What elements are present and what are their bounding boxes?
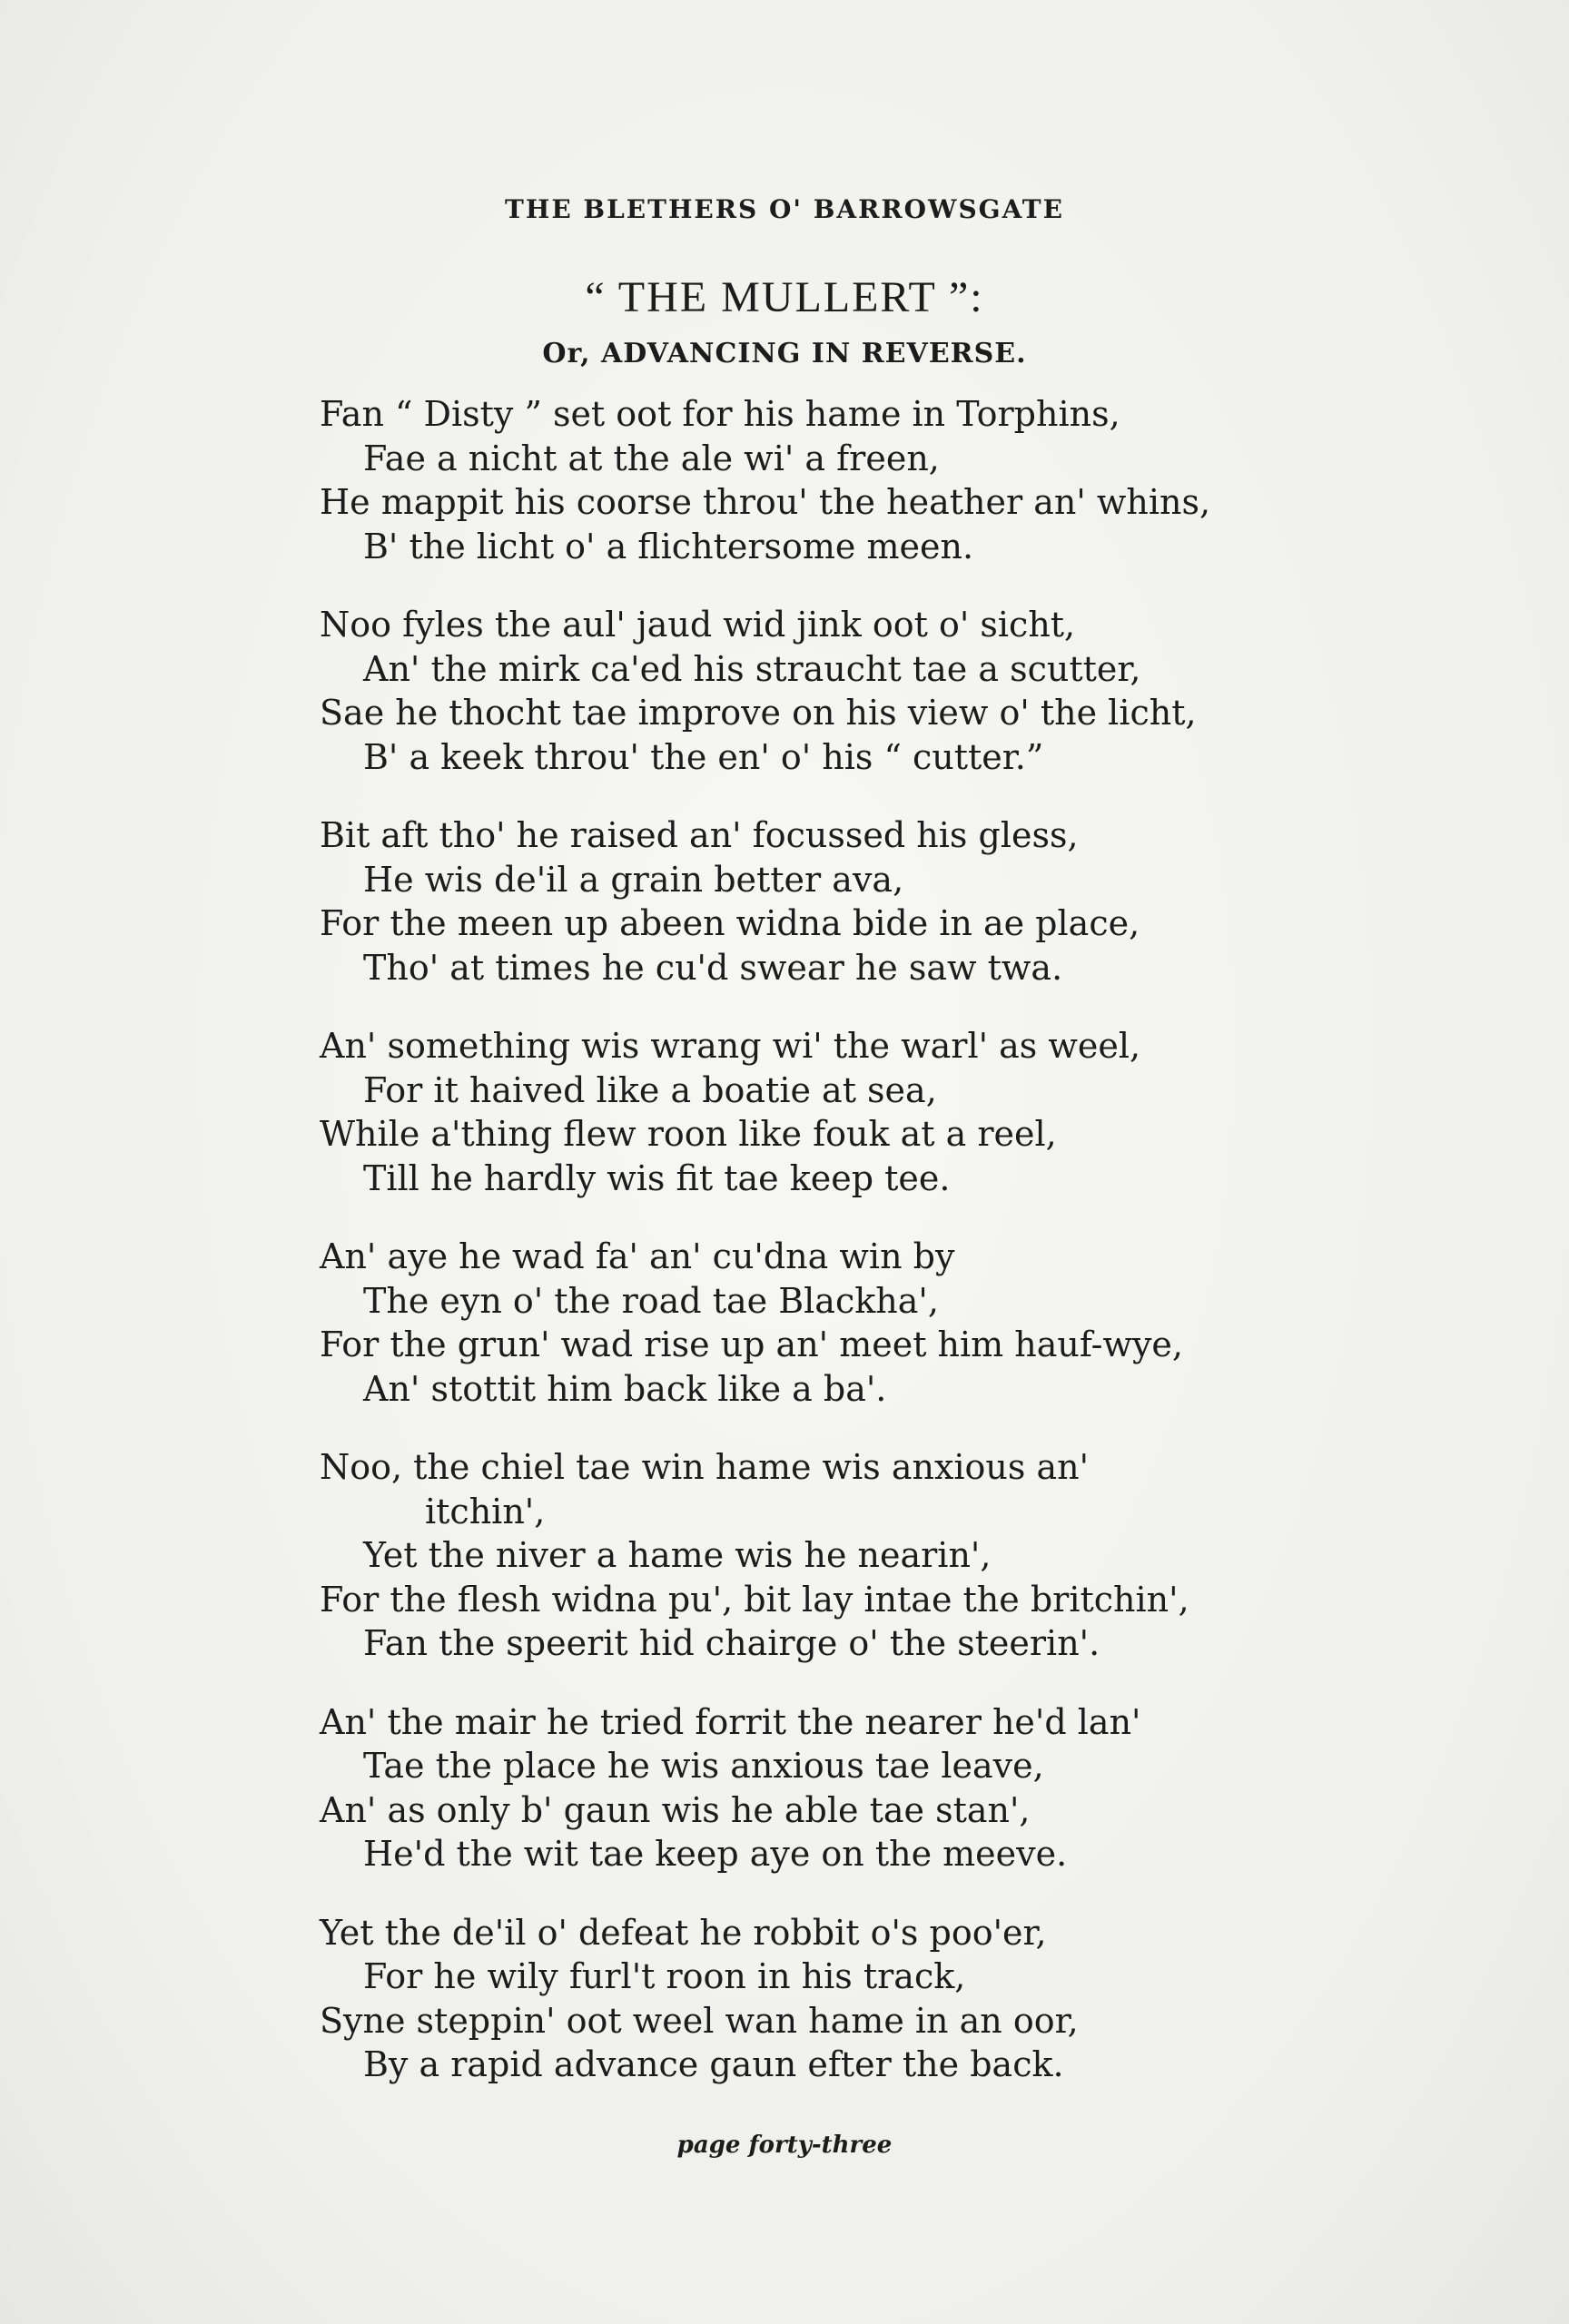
poem-line: He mappit his coorse throu' the heather an' whins, xyxy=(320,482,1211,522)
poem-line: For he wily furl't roon in his track, xyxy=(363,1956,966,1996)
poem-line: By a rapid advance gaun efter the back. xyxy=(363,2044,1064,2084)
poem-title: “ THE MULLERT ”: xyxy=(585,273,984,321)
poem-line: Tae the place he wis anxious tae leave, xyxy=(363,1746,1044,1786)
poem-line: Noo, the chiel tae win hame wis anxious an' xyxy=(320,1447,1090,1487)
poem-line: B' the licht o' a flichtersome meen. xyxy=(363,526,974,566)
stanza xyxy=(320,603,1337,779)
poem-line: Tho' at times he cu'd swear he saw twa. xyxy=(363,947,1063,988)
poem-line: Yet the de'il o' defeat he robbit o's poo'er, xyxy=(320,1912,1047,1953)
poem-line: Syne steppin' oot weel wan hame in an oor, xyxy=(320,2000,1079,2041)
poem-body xyxy=(320,392,1337,2122)
stanza xyxy=(320,392,1337,568)
stanza xyxy=(320,1911,1337,2087)
poem-line: For it haived like a boatie at sea, xyxy=(363,1069,937,1110)
stanza xyxy=(320,1024,1337,1200)
poem-line: While a'thing flew roon like fouk at a reel, xyxy=(320,1114,1057,1154)
poem-line: An' aye he wad fa' an' cu'dna win by xyxy=(320,1236,955,1276)
poem-line: Fae a nicht at the ale wi' a freen, xyxy=(363,438,940,478)
poem-line: For the meen up abeen widna bide in ae place, xyxy=(320,903,1140,943)
poem-line: He wis de'il a grain better ava, xyxy=(363,859,904,900)
stanza xyxy=(320,1235,1337,1411)
poem-line: Fan the speerit hid chairge o' the steerin'. xyxy=(363,1623,1100,1663)
poem-line: Bit aft tho' he raised an' focussed his gless, xyxy=(320,815,1079,855)
poem-line: B' a keek throu' the en' o' his “ cutter.” xyxy=(363,736,1044,777)
poem-line: An' something wis wrang wi' the warl' as weel, xyxy=(320,1026,1141,1066)
poem-line: An' the mair he tried forrit the nearer he'd lan' xyxy=(320,1701,1141,1742)
poem-line: Yet the niver a hame wis he nearin', xyxy=(363,1535,992,1575)
poem-line: For the flesh widna pu', bit lay intae the britchin', xyxy=(320,1579,1189,1620)
poem-line: An' as only b' gaun wis he able tae stan', xyxy=(320,1789,1031,1830)
stanza xyxy=(320,813,1337,990)
poem-line: An' the mirk ca'ed his straucht tae a scutter, xyxy=(363,648,1141,689)
poem-line: For the grun' wad rise up an' meet him hauf-wye, xyxy=(320,1324,1184,1364)
poem-line: The eyn o' the road tae Blackha', xyxy=(363,1280,939,1321)
poem-line: Till he hardly wis fit tae keep tee. xyxy=(363,1157,951,1198)
poem-line: Fan “ Disty ” set oot for his hame in Torphins, xyxy=(320,394,1120,434)
poem-line: Noo fyles the aul' jaud wid jink oot o' sicht, xyxy=(320,605,1076,645)
poem-line-continuation: itchin', xyxy=(425,1491,546,1531)
poem-line: He'd the wit tae keep aye on the meeve. xyxy=(363,1834,1068,1874)
poem-subtitle: Or, ADVANCING IN REVERSE. xyxy=(542,338,1027,369)
stanza xyxy=(320,1700,1337,1876)
running-head: THE BLETHERS O' BARROWSGATE xyxy=(505,194,1064,224)
page-number: page forty-three xyxy=(676,2132,893,2159)
poem-line: Sae he thocht tae improve on his view o' the licht, xyxy=(320,693,1197,733)
poem-line: An' stottit him back like a ba'. xyxy=(363,1368,887,1409)
stanza xyxy=(320,1445,1337,1666)
